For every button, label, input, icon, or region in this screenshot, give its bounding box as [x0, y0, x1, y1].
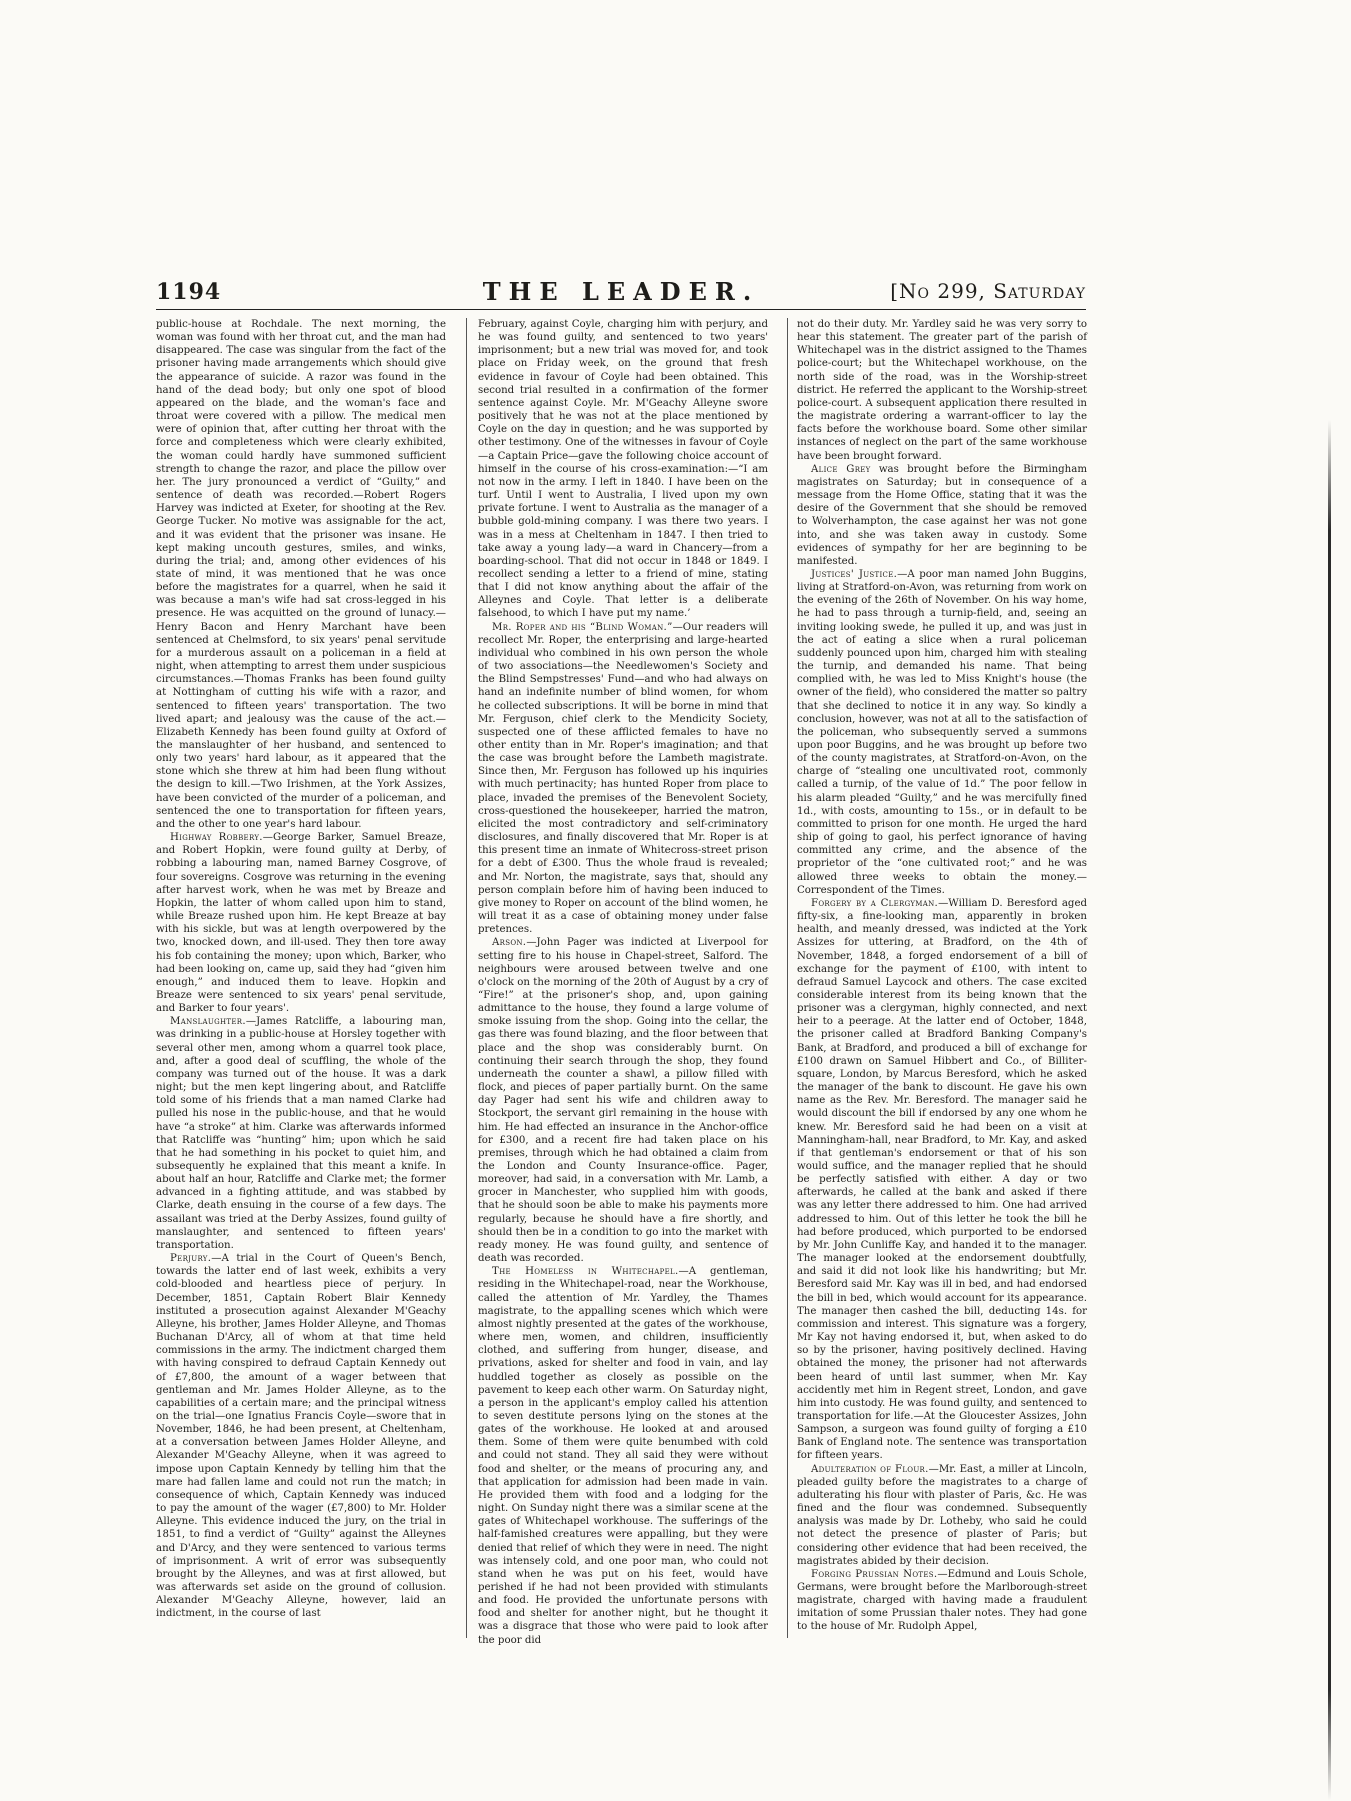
article-heading: Mr. Roper and his “Blind Woman.”: [492, 621, 673, 633]
article-heading: Forgery by a Clergyman.: [811, 897, 939, 909]
article-paragraph: [797, 1568, 1087, 1634]
article-paragraph: [797, 897, 1087, 1463]
page-header: [156, 275, 1086, 310]
article-paragraph: [478, 318, 768, 621]
article-paragraph: [156, 831, 446, 1015]
article-text: —William D. Beresford aged fifty-six, a fine-looking man, apparently in broken health, and meanly dressed, was indicted at the York Assizes for uttering, at Bradford, on the 4th of November, 1848, a forged endorsement of a bill of exchange for the payment of £100, with intent to defraud Samuel Laycock and others. The case excited considerable interest from its being known that the prisoner was a clergyman, highly connected, and next heir to a peerage. At the latter end of October, 1848, the prisoner called at Bradford Banking Company's Bank, at Bradford, and produced a bill of exchange for £100 drawn on Samuel Hibbert and Co., of Billiter-square, London, by Marcus Beresford, which he asked the manager of the bank to discount. He gave his own name as the Rev. Mr. Beresford. The manager said he would discount the bill if endorsed by any one whom he knew. Mr. Beresford said he had been on a visit at Manningham-hall, near Bradford, to Mr. Kay, and asked if that gentleman's endorsement or that of his son would suffice, and the manager replied that he should be perfectly satisfied with either. A day or two afterwards, he called at the bank and asked if there was any letter there addressed to him. One had arrived addressed to him. Out of this letter he took the bill he had before produced, which purported to be endorsed by Mr. John Cunliffe Kay, and handed it to the manager. The manager looked at the endorsement doubtfully, and said it did not look like his handwriting; but Mr. Beresford said Mr. Kay was ill in bed, and had endorsed the bill in bed, which would account for its appearance. The manager then cashed the bill, deducting 14s. for commission and interest. This signature was a forgery, Mr Kay not having endorsed it, but, when asked to do so by the prisoner, having positively declined. Having obtained the money, the prisoner had not afterwards been heard of until last summer, when Mr. Kay accidently met him in Regent street, London, and gave him into custody. He was found guilty, and sentenced to transportation for life.—At the Gloucester Assizes, John Sampson, a surgeon was found guilty of forging a £10 Bank of England note. The sentence was transportation for fifteen years.: [797, 897, 1087, 1462]
article-heading: Justices' Justice.: [811, 568, 898, 580]
article-text: —John Pager was indicted at Liverpool for setting fire to his house in Chapel-street, Salford. The neighbours were aroused between twelve and one o'clock on the morning of the 20th of August by a cry of “Fire!” at the prisoner's shop, and, upon gaining admittance to the house, they found a large volume of smoke issuing from the shop. Going into the cellar, the gas there was found blazing, and the floor between that place and the shop was considerably burnt. On continuing their search through the shop, they found underneath the counter a shawl, a pillow filled with flock, and pieces of paper partially burnt. On the same day Pager had sent his wife and children away to Stockport, the servant girl remaining in the house with him. He had effected an insurance in the Anchor-office for £300, and a recent fire had taken place on his premises, through which he had obtained a claim from the London and County Insurance-office. Pager, moreover, had said, in a conversation with Mr. Lamb, a grocer in Manchester, who supplied him with goods, that he should soon be able to make his payments more regularly, because he should have a fire shortly, and should then be in a condition to go into the market with ready money. He was found guilty, and sentence of death was recorded.: [478, 937, 768, 1265]
article-heading: Alice Grey: [811, 463, 871, 475]
article-text: public-house at Rochdale. The next morning, the woman was found with her throat cut, and the man had disappeared. The case was singular from the fact of the prisoner having made arrangements which should give the appearance of suicide. A razor was found in the hand of the dead body; but only one spot of blood appeared on the blade, and the woman's face and throat were covered with a pillow. The medical men were of opinion that, after cutting her throat with the force and completeness which were clearly exhibited, the woman could hardly have summoned sufficient strength to change the razor, and place the pillow over her. The jury pronounced a verdict of “Guilty,” and sentence of death was recorded.—Robert Rogers Harvey was indicted at Exeter, for shooting at the Rev. George Tucker. No motive was assignable for the act, and it was evident that the prisoner was insane. He kept making uncouth gestures, smiles, and winks, during the trial; and, among other evidences of his state of mind, it was mentioned that he was once before the magistrates for a quarrel, when he said it was because a man's wife had sat cross-legged in his presence. He was acquitted on the ground of lunacy.—Henry Bacon and Henry Marchant have been sentenced at Chelmsford, to six years' penal servitude for a murderous assault on a policeman in a field at night, when attempting to arrest them under suspicious circumstances.—Thomas Franks has been found guilty at Nottingham of cutting his wife with a razor, and sentenced to fifteen years' transportation. The two lived apart; and jealousy was the cause of the act.—Elizabeth Kennedy has been found guilty at Oxford of the manslaughter of her husband, and sentenced to only two years' hard labour, as it appeared that the stone which she threw at him had been flung without the design to kill.—Two Irishmen, at the York Assizes, have been convicted of the murder of a policeman, and sentenced the one to transportation for fifteen years, and the other to one year's hard labour.: [156, 319, 446, 830]
column-divider: [466, 318, 467, 1638]
article-text: —A poor man named John Buggins, living at Stratford-on-Avon, was returning from work on the evening of the 26th of November. On his way home, he had to pass through a turnip-field, and, seeing an inviting looking swede, he pulled it up, and was just in the act of eating a slice when a rural policeman suddenly pounced upon him, charged him with stealing the turnip, and demanded his name. That being complied with, he was led to Miss Knight's house (the owner of the field), who considered the matter so paltry that she declined to notice it in any way. So kindly a conclusion, however, was not at all to the satisfaction of the policeman, who subsequently served a summons upon poor Buggins, and he was brought up before two of the county magistrates, at Stratford-on-Avon, on the charge of “stealing one uncultivated root, commonly called a turnip, of the value of 1d.” The poor fellow in his alarm pleaded “Guilty,” and he was mercifully fined 1d., with costs, amounting to 15s., or in default to be committed to prison for one month. He urged the hard ship of going to gaol, his perfect ignorance of having committed any crime, and the absence of the proprietor of the “one cultivated root;” and he was allowed three weeks to obtain the money.—Correspondent of the Times.: [797, 568, 1087, 896]
article-paragraph: [797, 568, 1087, 897]
page-number: 1194: [156, 279, 222, 305]
article-paragraph: [478, 936, 768, 1265]
issue-info: [No 299, Saturday: [890, 279, 1086, 303]
article-heading: Adulteration of Flour.: [811, 1463, 929, 1475]
column-1: [156, 318, 446, 1638]
article-text: February, against Coyle, charging him with perjury, and he was found guilty, and sentenced to two years' imprisonment; but a new trial was moved for, and took place on Friday week, on the ground that fresh evidence in favour of Coyle had been obtained. This second trial resulted in a confirmation of the former sentence against Coyle. Mr. M'Geachy Alleyne swore positively that he was not at the place mentioned by Coyle on the day in question; and he was supported by other testimony. One of the witnesses in favour of Coyle—a Captain Price—gave the following choice account of himself in the course of his cross-examination:—“I am not now in the army. I left in 1840. I have been on the turf. Until I went to Australia, I lived upon my own private fortune. I went to Australia as the manager of a bubble gold-mining company. I was there two years. I was in a mess at Cheltenham in 1847. I then tried to take away a young lady—a ward in Chancery—from a boarding-school. That did not occur in 1848 or 1849. I recollect sending a letter to a friend of mine, stating that I did not know anything about the affair of the Alleynes and Coyle. That letter is a deliberate falsehood, to which I have put my name.’: [478, 319, 768, 620]
article-heading: Perjury.: [170, 1253, 212, 1265]
article-paragraph: [156, 1015, 446, 1252]
column-3: [797, 318, 1087, 1638]
scan-edge-shadow: [1328, 420, 1331, 1800]
masthead-title: THE LEADER.: [482, 277, 760, 306]
article-text: —Edmund and Louis Schole, Germans, were brought before the Marlborough-street magistrate, charged with having made a fraudulent imitation of some Prussian thaler notes. They had gone to the house of Mr. Rudolph Appel,: [797, 1568, 1087, 1633]
article-text: —Mr. East, a miller at Lincoln, pleaded guilty before the magistrates to a charge of adulterating his flour with plaster of Paris, &c. He was fined and the flour was condemned. Subsequently analysis was made by Dr. Lotheby, who said he could not detect the presence of plaster of Paris; but considering other evidence that had been received, the magistrates abided by their decision.: [797, 1463, 1087, 1567]
column-divider: [787, 318, 788, 1638]
article-heading: Forging Prussian Notes.: [811, 1568, 938, 1580]
article-text: —George Barker, Samuel Breaze, and Robert Hopkin, were found guilty at Derby, of robbing a labouring man, named Barney Cosgrove, of four sovereigns. Cosgrove was returning in the evening after harvest work, when he was met by Breaze and Hopkin, the latter of whom called upon him to stand, while Breaze rushed upon him. He kept Breaze at bay with his sickle, but was at length overpowered by the two, knocked down, and ill-used. They then tore away his fob containing the money; upon which, Barker, who had been looking on, came up, said they had “given him enough,” and induced them to leave. Hopkin and Breaze were sentenced to six years' penal servitude, and Barker to four years'.: [156, 832, 446, 1015]
article-heading: Highway Robbery.: [170, 832, 263, 844]
article-text: —Our readers will recollect Mr. Roper, the enterprising and large-hearted individual who combined in his own person the whole of two associations—the Needlewomen's Society and the Blind Sempstresses' Fund—and who had always on hand an indefinite number of blind women, for whom he collected subscriptions. It will be borne in mind that Mr. Ferguson, chief clerk to the Mendicity Society, suspected one of these afflicted females to have no other entity than in Mr. Roper's imagination; and that the case was brought before the Lambeth magistrate. Since then, Mr. Ferguson has followed up his inquiries with much pertinacity; has hunted Roper from place to place, invaded the premises of the Benevolent Society, cross-questioned the housekeeper, harried the matron, elicited the most contradictory and self-criminatory disclosures, and finally discovered that Mr. Roper is at this present time an inmate of Whitecross-street prison for a debt of £300. Thus the whole fraud is revealed; and Mr. Norton, the magistrate, says that, should any person complain before him of having been induced to give money to Roper on account of the blind women, he will treat it as a case of obtaining money under false pretences.: [478, 621, 768, 936]
article-text: not do their duty. Mr. Yardley said he was very sorry to hear this statement. The greater part of the parish of Whitechapel was in the district assigned to the Thames police-court; but the Whitechapel workhouse, on the north side of the road, was in the Worship-street district. He referred the applicant to the Worship-street police-court. A subsequent application there resulted in the magistrate ordering a warrant-officer to lay the facts before the workhouse board. Some other similar instances of neglect on the part of the same workhouse have been brought forward.: [797, 319, 1087, 462]
column-2: [478, 318, 769, 1646]
article-text: —A trial in the Court of Queen's Bench, towards the latter end of last week, exhibits a very cold-blooded and heartless piece of perjury. In December, 1851, Captain Robert Blair Kennedy instituted a prosecution against Alexander M'Geachy Alleyne, his brother, James Holder Alleyne, and Thomas Buchanan D'Arcy, all of whom at that time held commissions in the army. The indictment charged them with having conspired to defraud Captain Kennedy out of £7,800, the amount of a wager between that gentleman and Mr. James Holder Alleyne, as to the capabilities of a certain mare; and the principal witness on the trial—one Ignatius Francis Coyle—swore that in November, 1846, he had been present, at Cheltenham, at a conversation between James Holder Alleyne, and Alexander M'Geachy Alleyne, when it was agreed to impose upon Captain Kennedy by telling him that the mare had fallen lame and could not run the match; in consequence of which, Captain Kennedy was induced to pay the amount of the wager (£7,800) to Mr. Holder Alleyne. This evidence induced the jury, on the trial in 1851, to find a verdict of “Guilty” against the Alleynes and D'Arcy, and they were sentenced to various terms of imprisonment. A writ of error was subsequently brought by the Alleynes, and was at first allowed, but was afterwards set aside on the ground of collusion. Alexander M'Geachy Alleyne, however, laid an indictment, in the course of last: [156, 1253, 446, 1620]
article-text: —James Ratcliffe, a labouring man, was drinking in a public-house at Horsley together with several other men, among whom a quarrel took place, and, after a good deal of scuffling, the whole of the company was turned out of the house. It was a dark night; but the men kept lingering about, and Ratcliffe told some of his friends that a man named Clarke had pulled his nose in the public-house, and that he would have “a stroke” at him. Clarke was afterwards informed that Ratcliffe was “hunting” him; upon which he said that he had something in his pocket to quiet him, and subsequently he explained that this meant a knife. In about half an hour, Ratcliffe and Clarke met; the former advanced in a fighting attitude, and was stabbed by Clarke, death ensuing in the course of a few days. The assailant was tried at the Derby Assizes, found guilty of manslaughter, and sentenced to fifteen years' transportation.: [156, 1016, 446, 1251]
article-paragraph: [156, 1252, 446, 1620]
article-paragraph: [797, 1463, 1087, 1568]
article-paragraph: [478, 621, 768, 937]
article-paragraph: [797, 318, 1087, 463]
article-heading: Arson.: [492, 937, 527, 949]
article-heading: Manslaughter.: [170, 1016, 246, 1028]
article-text: —A gentleman, residing in the Whitechapel-road, near the Workhouse, called the attention of Mr. Yardley, the Thames magistrate, to the appalling scenes which which were almost nightly presented at the gates of the workhouse, where men, women, and children, insufficiently clothed, and suffering from hunger, disease, and privations, asked for shelter and food in vain, and lay huddled together as closely as possible on the pavement to keep each other warm. On Saturday night, a person in the applicant's employ called his attention to seven destitute persons lying on the stones at the gates of the workhouse. He looked at and aroused them. Some of them were quite benumbed with cold and could not stand. They all said they were without food and shelter, or the means of procuring any, and that application for admission had been made in vain. He provided them with food and a lodging for the night. On Sunday night there was a similar scene at the gates of Whitechapel workhouse. The sufferings of the half-famished creatures were appalling, but they were denied that relief of which they were in need. The night was intensely cold, and one poor man, who could not stand when he was put on his feet, would have perished if he had not been provided with stimulants and food. He provided the unfortunate persons with food and shelter for another night, but he thought it was a disgrace that those who were paid to look after the poor did: [478, 1266, 769, 1646]
article-text: was brought before the Birmingham magistrates on Saturday; but in consequence of a message from the Home Office, stating that it was the desire of the Government that she should be removed to Wolverhampton, the case against her was not gone into, and she was taken away in custody. Some evidences of sympathy for her are beginning to be manifested.: [797, 463, 1087, 567]
article-paragraph: [797, 463, 1087, 568]
article-paragraph: [156, 318, 446, 831]
article-paragraph: [478, 1265, 768, 1647]
article-heading: The Homeless in Whitechapel.: [492, 1266, 679, 1278]
